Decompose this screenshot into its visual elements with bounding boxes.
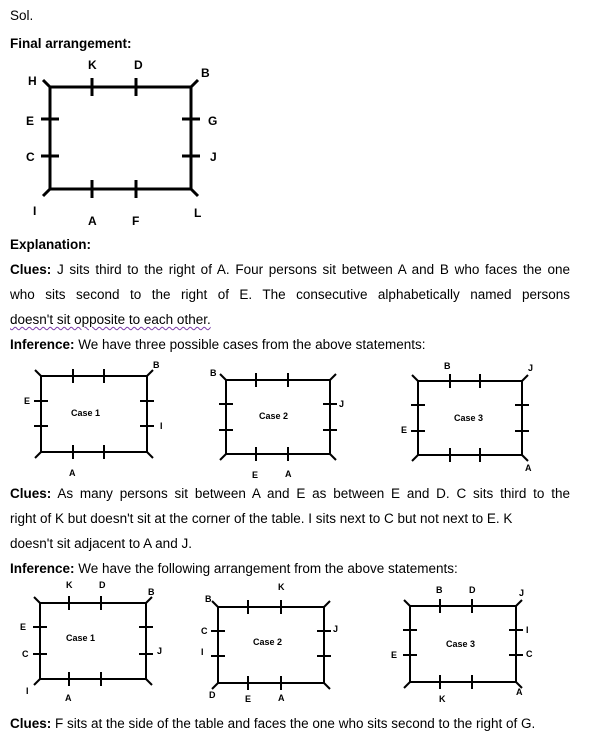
set1-case3-label-e: E [401, 425, 408, 435]
set2-case3-label-k: K [439, 694, 446, 704]
set2-case1-label-i: I [26, 686, 29, 696]
set1-case3-label-a: A [525, 463, 532, 473]
set2-case1-label-c: C [22, 649, 29, 659]
set2-case3-label-c: C [526, 649, 533, 659]
clue3-line: Clues: F sits at the side of the table and faces the one who sits second to the right of G. [10, 716, 536, 731]
set2-case2-label-a: A [278, 693, 285, 703]
explanation-heading: Explanation: [10, 237, 92, 252]
set1-case1-label-a: A [69, 468, 76, 478]
set1-case1-title: Case 1 [71, 408, 101, 418]
set2-case1-label-j: J [157, 646, 163, 656]
set1-case3-label-j: J [528, 363, 534, 373]
inference1-line: Inference: We have three possible cases from the above statements: [10, 337, 426, 352]
final-label-g: G [208, 114, 218, 128]
final-label-d: D [134, 58, 143, 72]
final-label-k: K [88, 58, 97, 72]
set1-case3-title: Case 3 [454, 413, 484, 423]
final-label-i: I [33, 204, 37, 218]
set2-case2-label-d: D [209, 690, 216, 700]
set1-case2-label-b: B [210, 368, 217, 378]
set2-case3-title: Case 3 [446, 639, 476, 649]
final-arrangement-diagram [0, 50, 240, 235]
inference2-line: Inference: We have the following arrangement from the above statements: [10, 561, 458, 576]
set2-case2-title: Case 2 [253, 637, 283, 647]
set1-case3-label-b: B [444, 361, 451, 371]
set2-case1-label-b: B [148, 587, 155, 597]
final-label-a: A [88, 214, 97, 228]
set2-case2-label-i: I [201, 647, 204, 657]
set2-case3-label-d: D [469, 585, 476, 595]
set2-case-diagrams [0, 578, 601, 708]
set2-case3-label-i: I [526, 625, 529, 635]
set1-case1-label-i: I [160, 421, 163, 431]
set2-case2-label-k: K [278, 582, 285, 592]
final-label-e: E [26, 114, 35, 128]
set1-case1-label-b: B [153, 360, 160, 370]
final-label-f: F [132, 214, 140, 228]
set1-case2-label-j: J [339, 399, 345, 409]
set2-case2-label-b: B [205, 594, 212, 604]
final-label-l: L [194, 206, 202, 220]
set2-case2-label-j: J [333, 624, 339, 634]
set2-case3-label-b: B [436, 585, 443, 595]
clue2-line3: doesn't sit adjacent to A and J. [10, 536, 192, 551]
clue1-line3: doesn't sit opposite to each other. [10, 312, 211, 327]
clue2-line2: right of K but doesn't sit at the corner of the table. I sits next to C but not next to E. K [10, 511, 513, 526]
final-arrangement-heading: Final arrangement: [10, 36, 132, 51]
set1-case1-label-e: E [24, 396, 31, 406]
final-label-c: C [26, 150, 35, 164]
final-label-b: B [201, 66, 210, 80]
set2-case3-label-e: E [391, 650, 398, 660]
set2-case2-label-e: E [245, 694, 252, 704]
clue2-line1: Clues: As many persons sit between A and E as between E and D. C sits third to the [10, 486, 570, 501]
set2-case3-label-a: A [516, 687, 523, 697]
set1-case2-title: Case 2 [259, 411, 289, 421]
set2-case2-label-c: C [201, 626, 208, 636]
set2-case1-label-a: A [65, 693, 72, 703]
set2-case1-label-e: E [20, 622, 27, 632]
set1-case-diagrams [0, 358, 601, 483]
set1-case2-label-a: A [285, 469, 292, 479]
set2-case1-label-d: D [99, 580, 106, 590]
final-label-h: H [28, 74, 37, 88]
set2-case3-label-j: J [519, 588, 525, 598]
clue1-line1: Clues: J sits third to the right of A. Four persons sit between A and B who faces the one [10, 262, 570, 277]
set1-case2-label-e: E [252, 470, 259, 480]
final-label-j: J [210, 150, 217, 164]
clue1-line2: who sits second to the right of E. The consecutive alphabetically named persons [10, 287, 570, 302]
set2-case1-title: Case 1 [66, 633, 96, 643]
sol-label: Sol. [10, 8, 34, 23]
set2-case1-label-k: K [66, 580, 73, 590]
